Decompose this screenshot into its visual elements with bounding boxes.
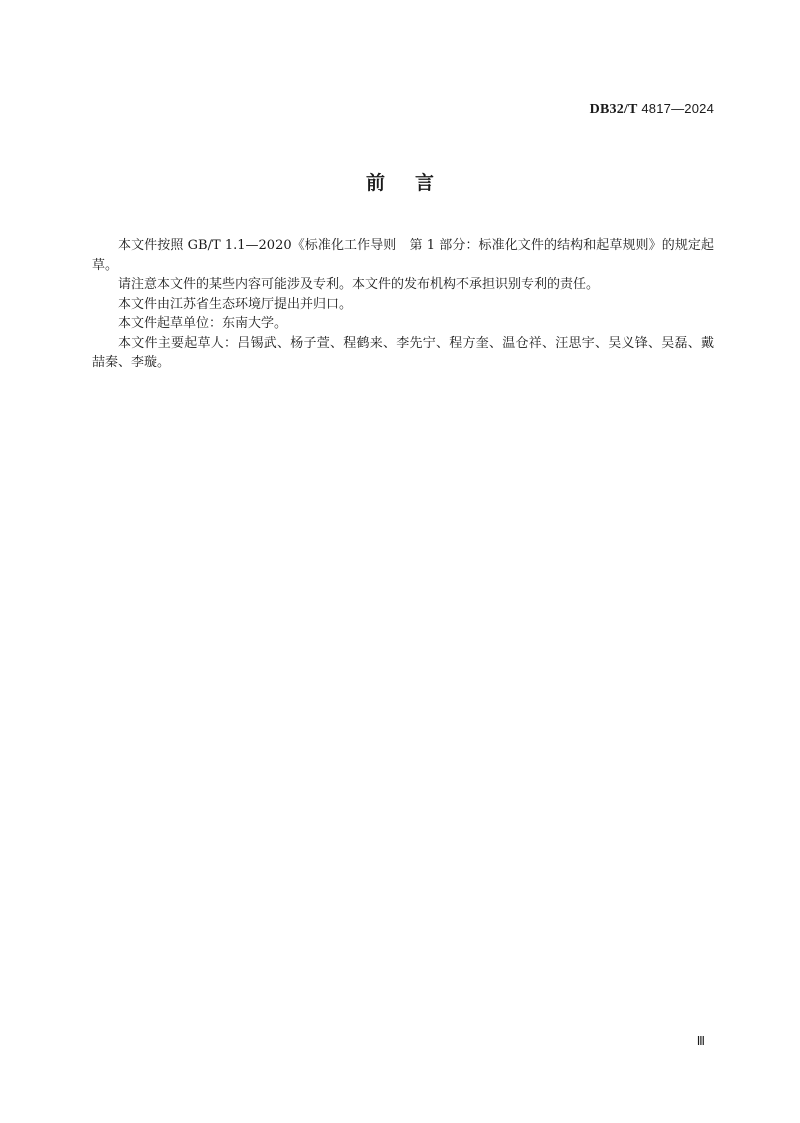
paragraph-proposer: 本文件由江苏省生态环境厅提出并归口。 bbox=[118, 296, 353, 312]
standard-number: 4817—2024 bbox=[641, 101, 714, 116]
page-title: 前言 bbox=[365, 172, 464, 194]
paragraph-drafters: 本文件主要起草人：吕锡武、杨子萱、程鹤来、李先宁、程方奎、温仓祥、汪思宇、吴义锋、吴磊、戴喆秦、李璇。 bbox=[92, 335, 714, 370]
paragraph-patent-notice: 请注意本文件的某些内容可能涉及专利。本文件的发布机构不承担识别专利的责任。 bbox=[118, 277, 600, 292]
foreword-body bbox=[92, 236, 714, 373]
paragraph-drafting-unit: 本文件起草单位：东南大学。 bbox=[118, 316, 288, 331]
standard-code bbox=[590, 101, 714, 118]
page-number: Ⅲ bbox=[696, 1034, 705, 1048]
standard-prefix: DB32/T bbox=[589, 102, 638, 117]
paragraph-drafting-basis: 本文件按照 GB/T 1.1—2020《标准化工作导则 第 1 部分：标准化文件的结构和起草规则》的规定起草。 bbox=[92, 238, 714, 273]
